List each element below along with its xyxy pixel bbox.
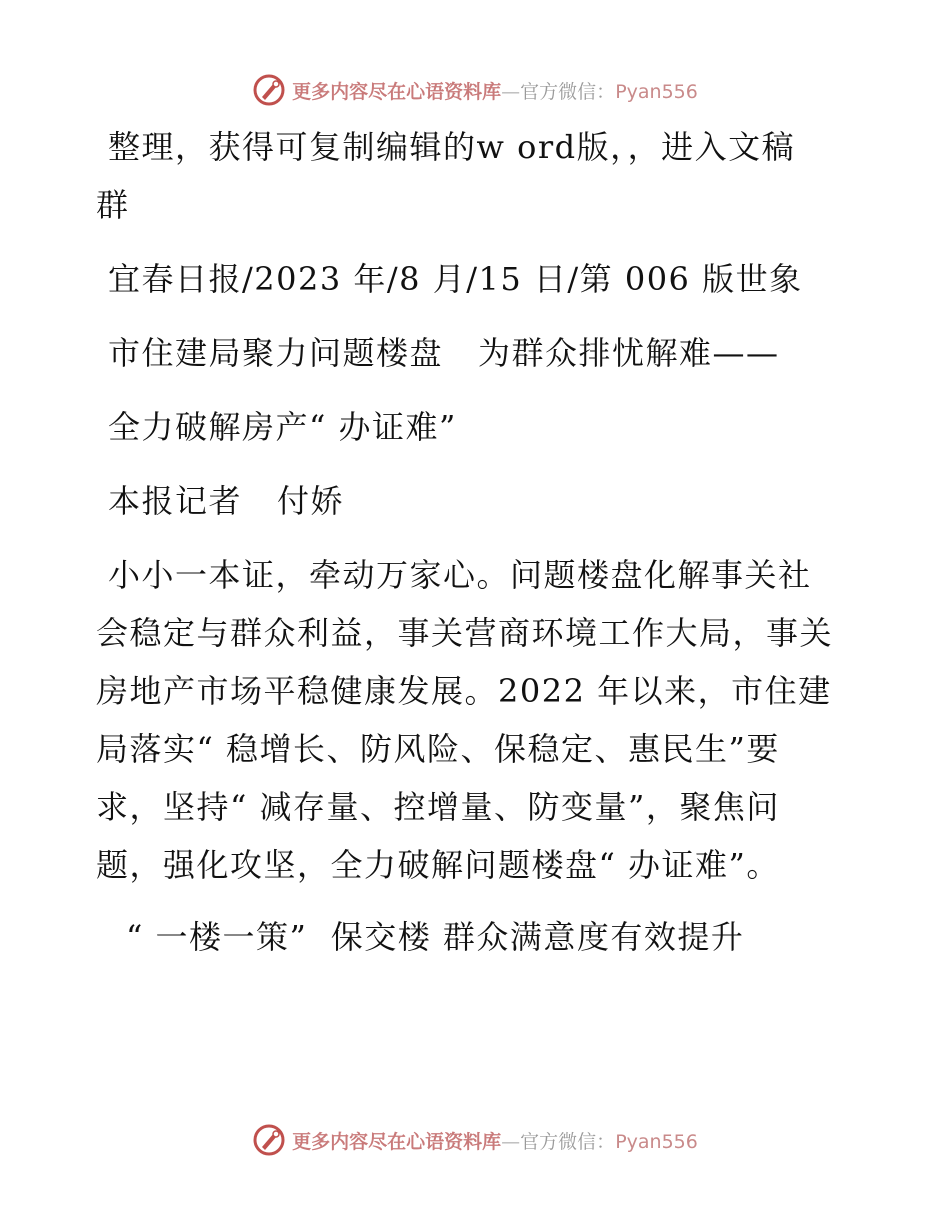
watermark-wechat-id: Pyan556: [615, 1130, 698, 1153]
source-line: 宜春日报/2023 年/8 月/15 日/第 006 版世象: [108, 260, 803, 298]
intro-line-2: 群: [96, 186, 130, 224]
watermark-wechat-id: Pyan556: [615, 80, 698, 103]
section-subheading: “ 一楼一策” 保交楼 群众满意度有效提升: [126, 918, 745, 956]
watermark-brand: 更多内容尽在心语资料库: [292, 80, 502, 103]
body-line: 局落实“ 稳增长、防风险、保稳定、惠民生”要: [96, 730, 780, 768]
watermark-text: [292, 1127, 698, 1154]
watermark-separator: —: [501, 80, 521, 103]
byline: 本报记者 付娇: [108, 482, 345, 520]
watermark-wechat-label: 官方微信：: [520, 1130, 616, 1153]
document-body: [96, 118, 856, 966]
red-seal-pen-icon: [252, 73, 286, 107]
intro-line-1: 整理，获得可复制编辑的w ord版，，进入文稿: [108, 128, 796, 166]
body-line: 题，强化攻坚，全力破解问题楼盘“ 办证难”。: [96, 846, 780, 884]
body-line: 会稳定与群众利益，事关营商环境工作大局，事关: [96, 614, 834, 652]
headline-line-2: 全力破解房产“ 办证难”: [108, 408, 457, 446]
watermark-wechat-label: 官方微信：: [520, 80, 616, 103]
watermark-text: [292, 77, 698, 104]
body-line: 求，坚持“ 减存量、控增量、防变量”，聚焦问: [96, 788, 780, 826]
red-seal-pen-icon: [252, 1123, 286, 1157]
watermark-banner-top: [0, 70, 950, 110]
watermark-banner-bottom: [0, 1120, 950, 1160]
watermark-separator: —: [501, 1130, 521, 1153]
headline-line-1: 市住建局聚力问题楼盘 为群众排忧解难——: [108, 334, 780, 372]
body-paragraph: [96, 546, 856, 894]
watermark-brand: 更多内容尽在心语资料库: [292, 1130, 502, 1153]
body-line: 小小一本证，牵动万家心。问题楼盘化解事关社: [108, 556, 812, 594]
body-line: 房地产市场平稳健康发展。2022 年以来，市住建: [96, 672, 832, 710]
